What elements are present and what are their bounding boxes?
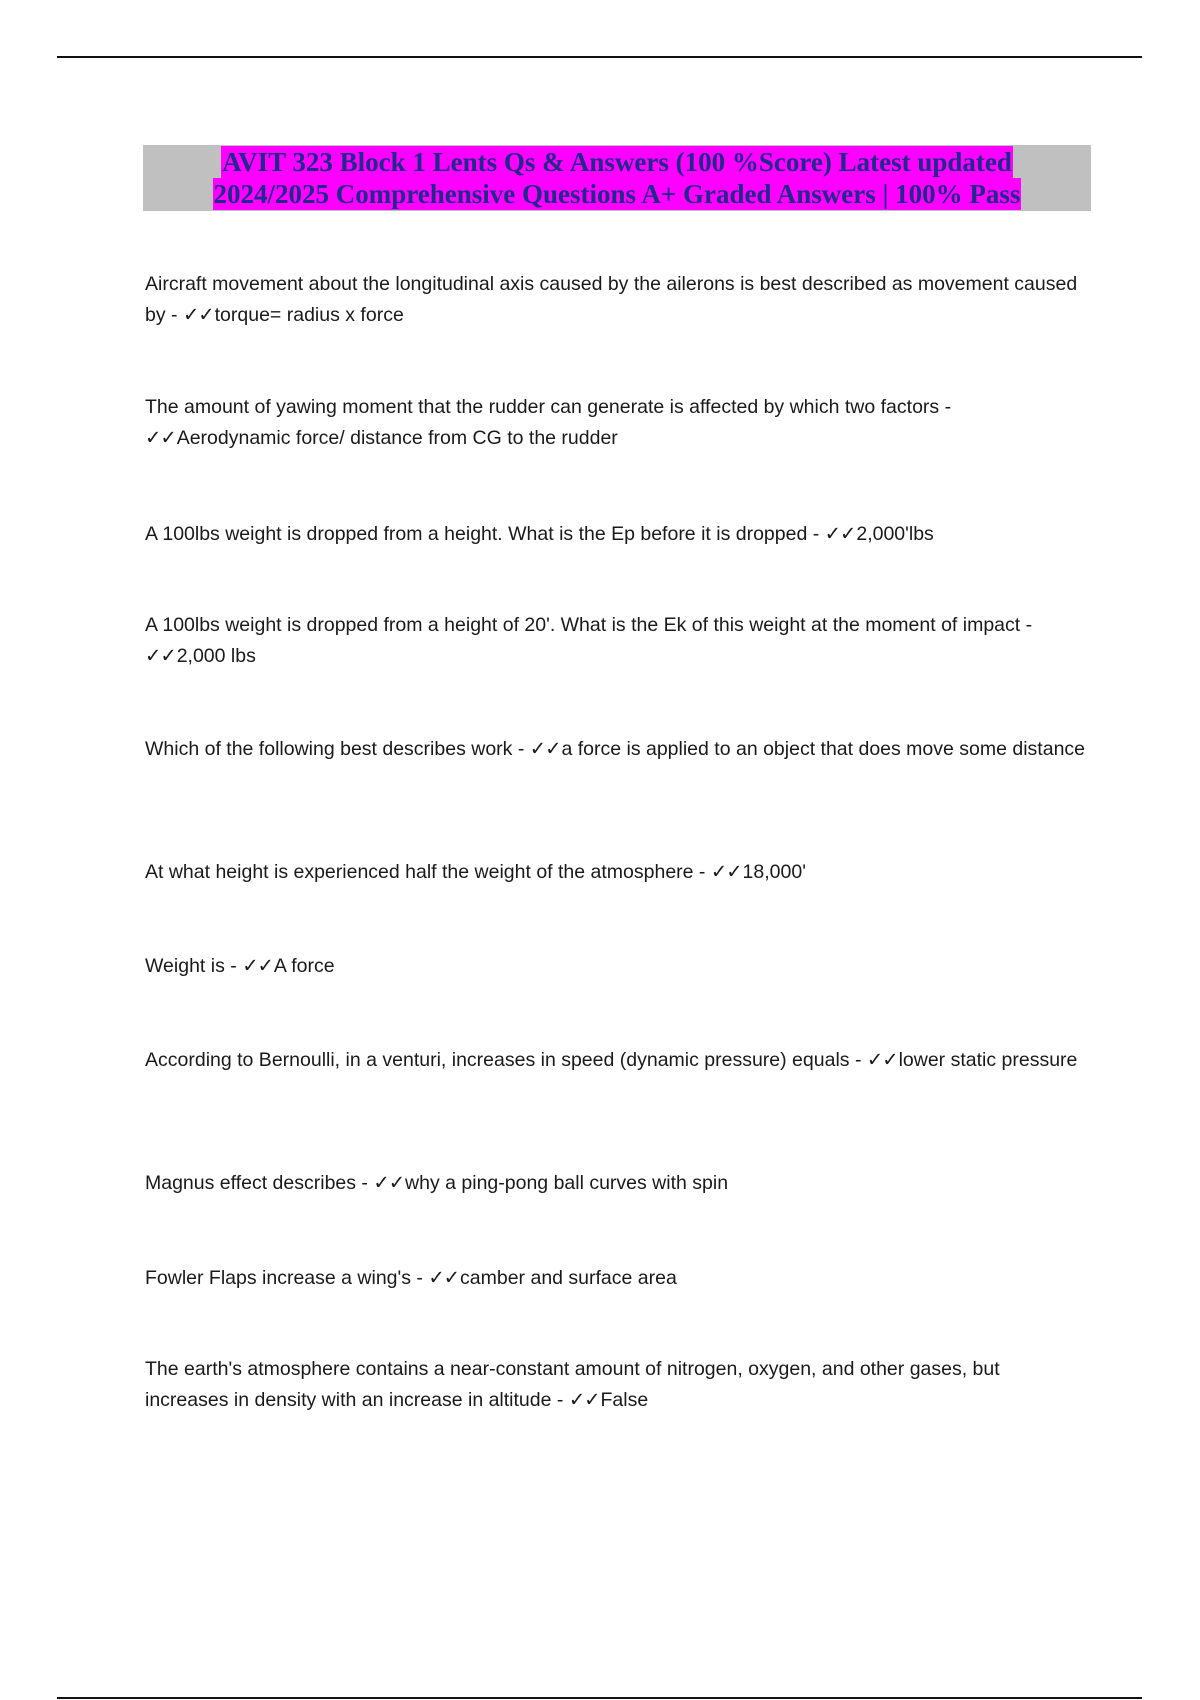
separator: -: [411, 1267, 429, 1289]
question-text: A 100lbs weight is dropped from a height. What is the Ep before it is dropped: [145, 523, 808, 545]
question-text: Fowler Flaps increase a wing's: [145, 1267, 411, 1289]
double-check-icon: ✓✓: [710, 861, 742, 883]
question-text: According to Bernoulli, in a venturi, increases in speed (dynamic pressure) equals: [145, 1049, 850, 1071]
qa-item: [145, 392, 1085, 454]
qa-item: [145, 1263, 1085, 1294]
separator: -: [693, 861, 711, 883]
separator: -: [939, 396, 952, 418]
separator: -: [356, 1172, 374, 1194]
title-line-2: 2024/2025 Comprehensive Questions A+ Graded Answers | 100% Pass: [213, 179, 1021, 209]
bottom-rule: [57, 1697, 1142, 1699]
top-rule: [57, 56, 1142, 58]
double-check-icon: ✓✓: [529, 738, 561, 760]
title-line-1: AVIT 323 Block 1 Lents Qs & Answers (100 %Score) Latest updated: [222, 147, 1012, 177]
question-text: Aircraft movement about the longitudinal axis caused by the ailerons is best described as movement caused by: [145, 273, 1078, 326]
qa-item: [145, 1168, 1085, 1199]
qa-item: [145, 857, 1085, 888]
double-check-icon: ✓✓: [242, 955, 273, 977]
answer-text: 2,000 lbs: [176, 645, 256, 667]
qa-item: [145, 1045, 1085, 1076]
double-check-icon: ✓✓: [866, 1049, 898, 1071]
question-text: The earth's atmosphere contains a near-constant amount of nitrogen, oxygen, and other gases, but increases in density with an increase in altitude: [145, 1358, 1000, 1411]
double-check-icon: ✓✓: [824, 523, 856, 545]
question-text: Which of the following best describes work: [145, 738, 513, 760]
double-check-icon: ✓✓: [145, 427, 176, 449]
double-check-icon: ✓✓: [182, 304, 214, 326]
question-text: The amount of yawing moment that the rudder can generate is affected by which two factors: [145, 396, 940, 418]
qa-item: [145, 951, 1085, 982]
separator: -: [165, 304, 183, 326]
qa-item: [145, 519, 1085, 550]
answer-text: 18,000': [742, 861, 806, 883]
answer-text: False: [600, 1389, 649, 1411]
separator: -: [512, 738, 530, 760]
double-check-icon: ✓✓: [428, 1267, 460, 1289]
answer-text: a force is applied to an object that does move some distance: [561, 738, 1086, 760]
separator: -: [224, 955, 243, 977]
answer-text: lower static pressure: [898, 1049, 1078, 1071]
separator: -: [807, 523, 825, 545]
question-text: At what height is experienced half the weight of the atmosphere: [145, 861, 694, 883]
answer-text: A force: [273, 955, 335, 977]
qa-item: [145, 1354, 1085, 1416]
answer-text: 2,000'lbs: [856, 523, 934, 545]
double-check-icon: ✓✓: [373, 1172, 405, 1194]
double-check-icon: ✓✓: [145, 645, 176, 667]
separator: -: [849, 1049, 867, 1071]
answer-text: why a ping-pong ball curves with spin: [405, 1172, 729, 1194]
answer-text: torque= radius x force: [214, 304, 404, 326]
question-text: Weight is: [145, 955, 225, 977]
double-check-icon: ✓✓: [568, 1389, 600, 1411]
question-text: Magnus effect describes: [145, 1172, 357, 1194]
document-title: [143, 145, 1091, 211]
separator: -: [1020, 614, 1033, 636]
qa-item: [145, 734, 1085, 765]
question-text: A 100lbs weight is dropped from a height of 20'. What is the Ek of this weight at the moment of impact: [145, 614, 1021, 636]
separator: -: [551, 1389, 569, 1411]
answer-text: camber and surface area: [460, 1267, 677, 1289]
qa-item: [145, 610, 1085, 672]
qa-item: [145, 269, 1085, 331]
answer-text: Aerodynamic force/ distance from CG to the rudder: [176, 427, 618, 449]
